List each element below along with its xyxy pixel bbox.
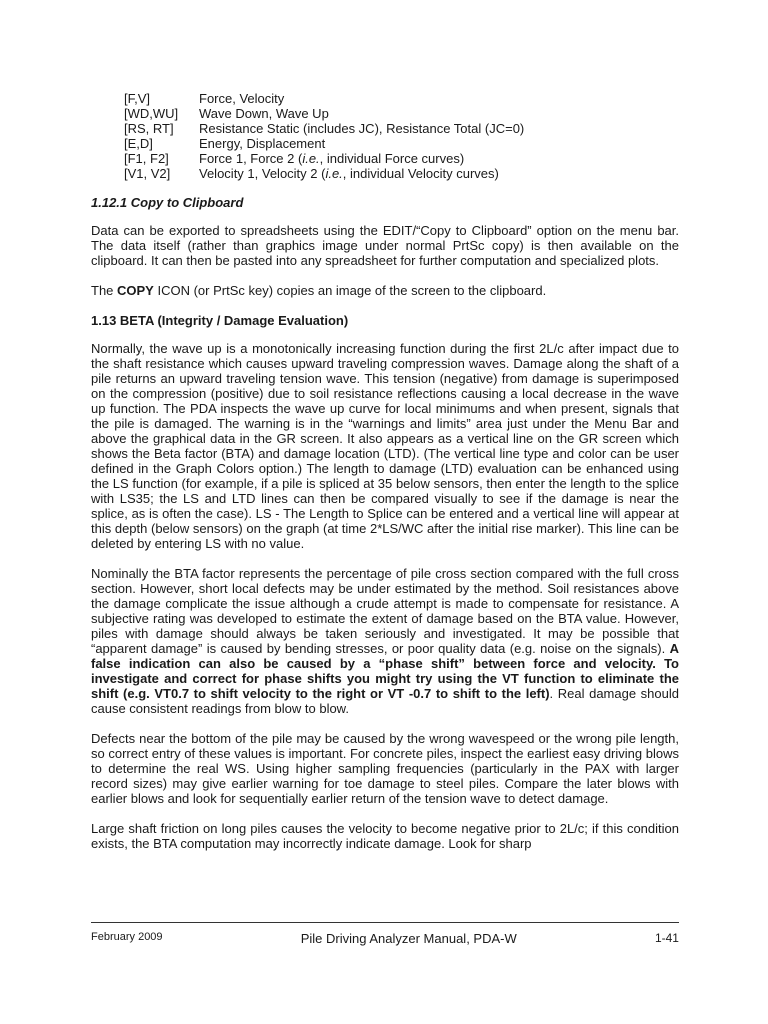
abbreviation-description: Resistance Static (includes JC), Resistance Total (JC=0) (199, 121, 525, 136)
footer-title: Pile Driving Analyzer Manual, PDA-W (300, 931, 517, 946)
list-item (124, 166, 524, 181)
list-item (124, 121, 524, 136)
abbreviation-code: [F1, F2] (124, 151, 169, 166)
section-heading-copy-to-clipboard: 1.12.1 Copy to Clipboard (91, 195, 244, 210)
abbreviation-code: [WD,WU] (124, 106, 179, 121)
paragraph: Large shaft friction on long piles causes the velocity to become negative prior to 2L/c; if this condition exists, the BTA computation may incorrectly indicate damage. Look for sharp (91, 821, 679, 851)
page-number: 1-41 (654, 931, 679, 945)
paragraph: Data can be exported to spreadsheets using the EDIT/“Copy to Clipboard” option on the menu bar. The data itself (rather than graphics image under normal PrtSc copy) is then available on the clipboard. It can then be pasted into any spreadsheet for further computation and specialized plots. (91, 223, 679, 268)
main-content (91, 195, 679, 866)
list-item (124, 136, 524, 151)
footer-date: February 2009 (91, 931, 163, 943)
paragraph: Normally, the wave up is a monotonically increasing function during the first 2L/c after impact due to the shaft resistance which causes upward traveling compression waves. Damage along the shaft of a pile returns an upward traveling tension wave. This tension (negative) from damage is superimposed on the compression (positive) due to soil resistance reflections causing a local decrease in the wave up function. The PDA inspects the wave up curve for local minimums and when present, signals that the pile is damaged. The warning is in the “warnings and limits” area just under the Menu Bar and above the graphical data in the GR screen. It also appears as a vertical line on the GR screen which shows the Beta factor (BTA) and damage location (LTD). (The vertical line type and color can be user defined in the Graph Colors option.) The length to damage (LTD) evaluation can be enhanced using the LS function (for example, if a pile is spliced at 35 below sensors, then enter the length to the splice with LS35; the LS and LTD lines can then be compared visually to see if the damage is near the splice, as is often the case). LS - The Length to Splice can be entered and a vertical line will appear at this depth (below sensors) on the graph (at time 2*LS/WC after the initial rise marker). This line can be deleted by entering LS with no value. (91, 341, 679, 551)
abbreviation-description: Velocity 1, Velocity 2 (i.e., individual Velocity curves) (199, 166, 499, 181)
abbreviation-description: Wave Down, Wave Up (199, 106, 329, 121)
abbreviation-description: Force, Velocity (199, 91, 285, 106)
section-heading-beta: 1.13 BETA (Integrity / Damage Evaluation) (91, 313, 349, 328)
page-footer (91, 922, 679, 946)
paragraph: Defects near the bottom of the pile may be caused by the wrong wavespeed or the wrong pile length, so correct entry of these values is important. For concrete piles, inspect the earliest easy driving blows to determine the real WS. Using higher sampling frequencies (particularly in the PAX with larger record sizes) may give earlier warning for toe damage to steel piles. Compare the later blows with earlier blows and look for sequentially earlier return of the tension wave to detect damage. (91, 731, 679, 806)
abbreviation-code: [F,V] (124, 91, 151, 106)
list-item (124, 91, 524, 106)
list-item (124, 151, 524, 166)
abbreviation-code: [RS, RT] (124, 121, 174, 136)
abbreviation-description: Force 1, Force 2 (i.e., individual Force curves) (199, 151, 465, 166)
abbreviation-description: Energy, Displacement (199, 136, 326, 151)
abbreviation-code: [E,D] (124, 136, 153, 151)
abbreviation-list (124, 91, 524, 181)
paragraph: The COPY ICON (or PrtSc key) copies an image of the screen to the clipboard. (91, 283, 547, 298)
list-item (124, 106, 524, 121)
abbreviation-code: [V1, V2] (124, 166, 171, 181)
paragraph: Nominally the BTA factor represents the percentage of pile cross section compared with the full cross section. However, short local defects may be under estimated by the method. Soil resistances above the damage complicate the issue although a crude attempt is made to compensate for resistance. A subjective rating was developed to estimate the extent of damage based on the BTA value. However, piles with damage should always be taken seriously and investigated. It may be possible that “apparent damage” is caused by bending stresses, or poor quality data (e.g. noise on the signals). A false indication can also be caused by a “phase shift” between force and velocity. To investigate and correct for phase shifts you might try using the VT function to eliminate the shift (e.g. VT0.7 to shift velocity to the right or VT -0.7 to shift to the left). Real damage should cause consistent readings from blow to blow. (91, 566, 679, 716)
